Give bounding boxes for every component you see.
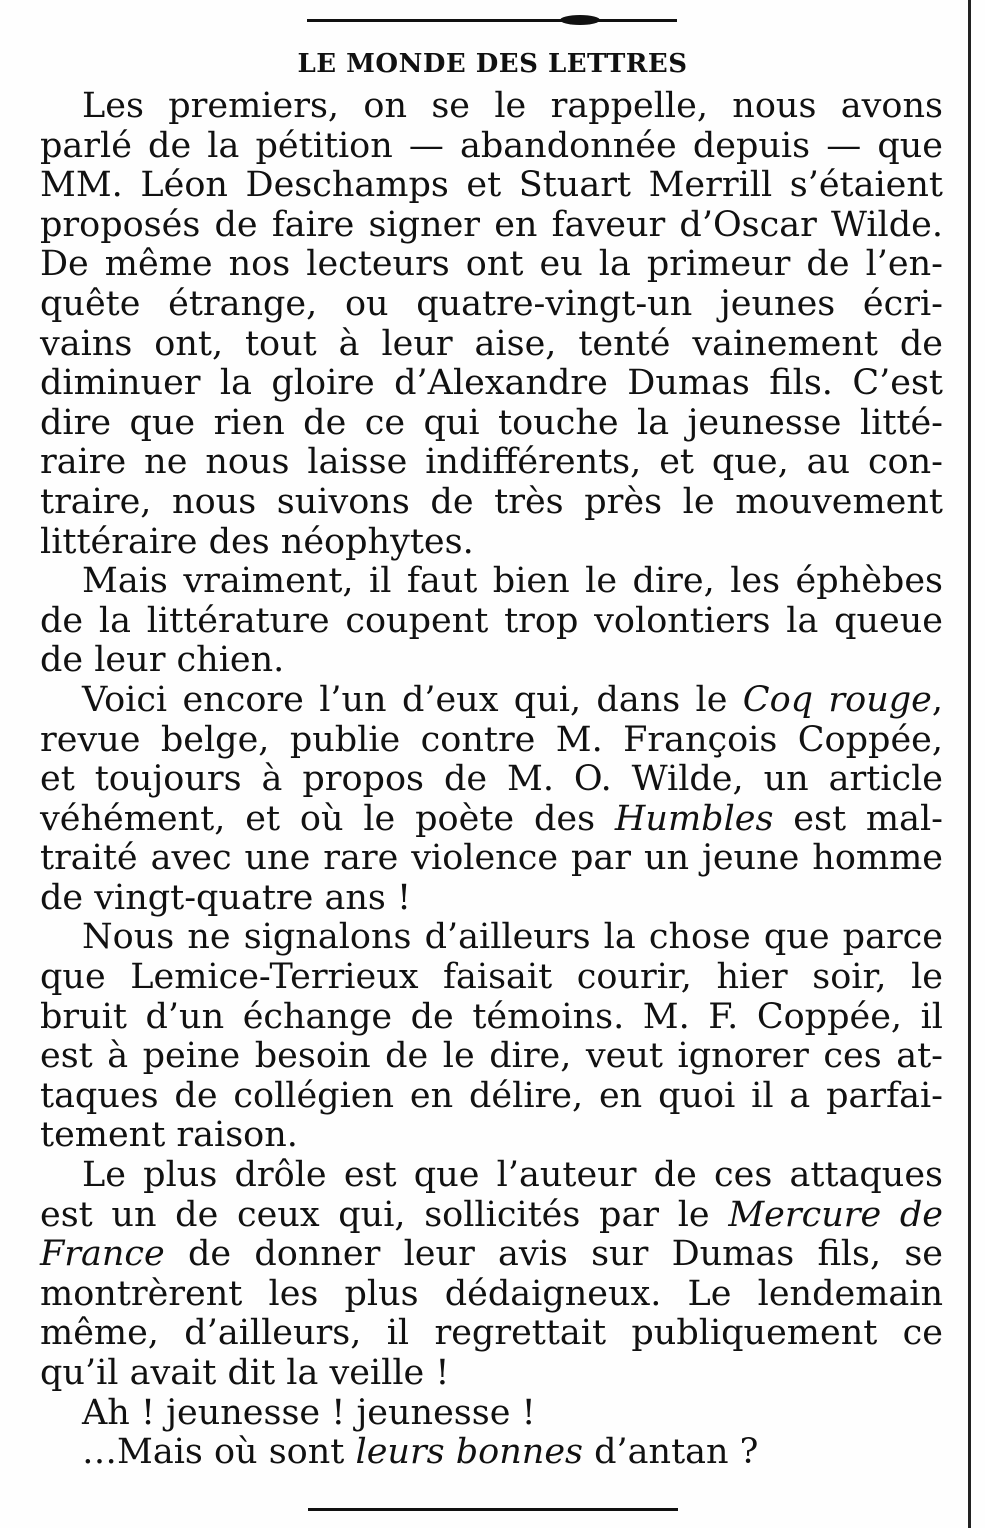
article-line: même, d’ailleurs, il regrettait publiquement ce — [40, 1313, 943, 1354]
article-line: traire, nous suivons de très près le mouvement — [40, 481, 943, 522]
top-divider-rule — [307, 19, 677, 22]
article-line: tement raison. — [40, 1115, 298, 1156]
article-line: Mais vraiment, il faut bien le dire, les éphèbes — [82, 561, 943, 602]
article-line: proposés de faire signer en faveur d’Oscar Wilde. — [40, 204, 943, 245]
article-line — [40, 1235, 943, 1275]
article-line: revue belge, publie contre M. François Coppée, — [40, 719, 943, 760]
article-line — [40, 1196, 943, 1236]
line-text: …Mais où sont — [82, 1432, 356, 1473]
line-text: d’antan ? — [583, 1432, 759, 1473]
article-line: MM. Léon Deschamps et Stuart Merrill s’étaient — [40, 165, 943, 206]
article-line — [40, 800, 943, 840]
article-line: et toujours à propos de M. O. Wilde, un article — [40, 759, 943, 800]
article-line: taques de collégien en délire, en quoi il a parfai- — [40, 1075, 943, 1116]
line-text: est mal- — [773, 798, 943, 839]
article-line: vains ont, tout à leur aise, tenté vainement de — [40, 323, 943, 364]
column-border-rule — [968, 0, 971, 1528]
bottom-divider-rule — [308, 1508, 678, 1511]
article-line — [40, 1433, 943, 1473]
article-line: De même nos lecteurs ont eu la primeur de l’en- — [40, 244, 943, 285]
article-line: de leur chien. — [40, 640, 285, 681]
article-line: de vingt-quatre ans ! — [40, 877, 412, 918]
article-line: Ah ! jeunesse ! jeunesse ! — [82, 1392, 536, 1433]
article-line: Le plus drôle est que l’auteur de ces attaques — [82, 1155, 943, 1196]
article-line: bruit d’un échange de témoins. M. F. Coppée, il — [40, 996, 943, 1037]
top-divider-ornament — [560, 15, 600, 25]
article-line: parlé de la pétition — abandonnée depuis — que — [40, 125, 943, 166]
article-line: diminuer la gloire d’Alexandre Dumas fils. C’est — [40, 363, 943, 404]
section-heading: LE MONDE DES LETTRES — [297, 49, 688, 79]
article-line: que Lemice-Terrieux faisait courir, hier soir, le — [40, 957, 943, 998]
italic-title: Coq rouge — [742, 679, 932, 720]
article-line: est à peine besoin de le dire, veut ignorer ces at- — [40, 1036, 943, 1077]
italic-title: Humbles — [614, 798, 774, 839]
line-text: de donner leur avis sur Dumas fils, se — [164, 1234, 943, 1275]
italic-title: France — [40, 1234, 165, 1275]
article-line — [40, 681, 943, 721]
article-body — [40, 87, 943, 1473]
article-line: littéraire des néophytes. — [40, 521, 474, 562]
article-line: traité avec une rare violence par un jeune homme — [40, 838, 943, 879]
article-line: Les premiers, on se le rappelle, nous avons — [82, 86, 943, 126]
line-text: Voici encore l’un d’eux qui, dans le — [82, 679, 743, 720]
line-text: véhément, et où le poète des — [40, 798, 615, 839]
article-line: de la littérature coupent trop volontiers la queue — [40, 600, 943, 641]
article-line: Nous ne signalons d’ailleurs la chose que parce — [82, 917, 943, 958]
article-line: dire que rien de ce qui touche la jeunesse litté- — [40, 402, 943, 443]
line-text: , — [931, 679, 944, 720]
article-line: quête étrange, ou quatre-vingt-un jeunes écri- — [40, 283, 943, 324]
line-text: est un de ceux qui, sollicités par le — [40, 1194, 729, 1235]
italic-title: Mercure de — [728, 1194, 943, 1235]
article-line: raire ne nous laisse indifférents, et que, au con- — [40, 442, 943, 483]
article-line: qu’il avait dit la veille ! — [40, 1353, 450, 1393]
italic-title: leurs bonnes — [355, 1432, 583, 1473]
article-line: montrèrent les plus dédaigneux. Le lendemain — [40, 1273, 943, 1314]
